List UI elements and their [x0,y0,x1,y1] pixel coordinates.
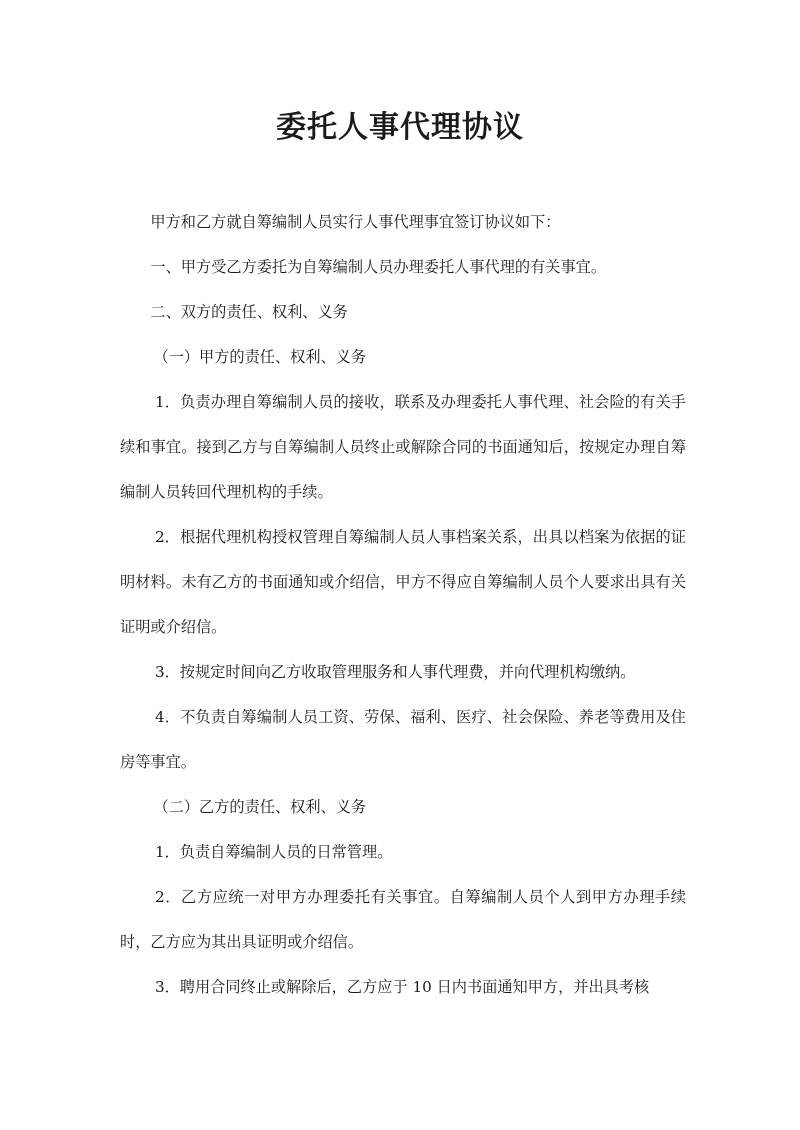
document-title: 委托人事代理协议 [276,110,524,145]
paragraph-clause-2-heading: 二、双方的责任、权利、义务 [150,303,348,321]
document-body [120,200,686,1010]
paragraph-a-item-4: 4．不负责自筹编制人员工资、劳保、福利、医疗、社会保险、养老等费用及住房等事宜。 [120,708,686,771]
paragraph-a-item-1: 1．负责办理自筹编制人员的接收，联系及办理委托人事代理、社会险的有关手续和事宜。接到乙方与自筹编制人员终止或解除合同的书面通知后，按规定办理自筹编制人员转回代理机构的手续。 [120,393,686,501]
paragraph-section-a-heading: （一）甲方的责任、权利、义务 [153,348,367,366]
paragraph-b-item-3: 3．聘用合同终止或解除后，乙方应于 10 日内书面通知甲方，并出具考核 [154,978,650,996]
paragraph-section-b-heading: （二）乙方的责任、权利、义务 [153,798,367,816]
paragraph-clause-1: 一、甲方受乙方委托为自筹编制人员办理委托人事代理的有关事宜。 [150,258,607,276]
paragraph-b-item-2: 2．乙方应统一对甲方办理委托有关事宜。自筹编制人员个人到甲方办理手续时，乙方应为其出具证明或介绍信。 [120,888,686,951]
paragraph-a-item-3: 3．按规定时间向乙方收取管理服务和人事代理费，并向代理机构缴纳。 [154,663,636,681]
paragraph-b-item-1: 1．负责自筹编制人员的日常管理。 [154,843,393,861]
paragraph-a-item-2: 2．根据代理机构授权管理自筹编制人员人事档案关系，出具以档案为依据的证明材料。未有乙方的书面通知或介绍信，甲方不得应自筹编制人员个人要求出具有关证明或介绍信。 [120,528,686,636]
paragraph-intro: 甲方和乙方就自筹编制人员实行人事代理事宜签订协议如下： [150,213,561,231]
